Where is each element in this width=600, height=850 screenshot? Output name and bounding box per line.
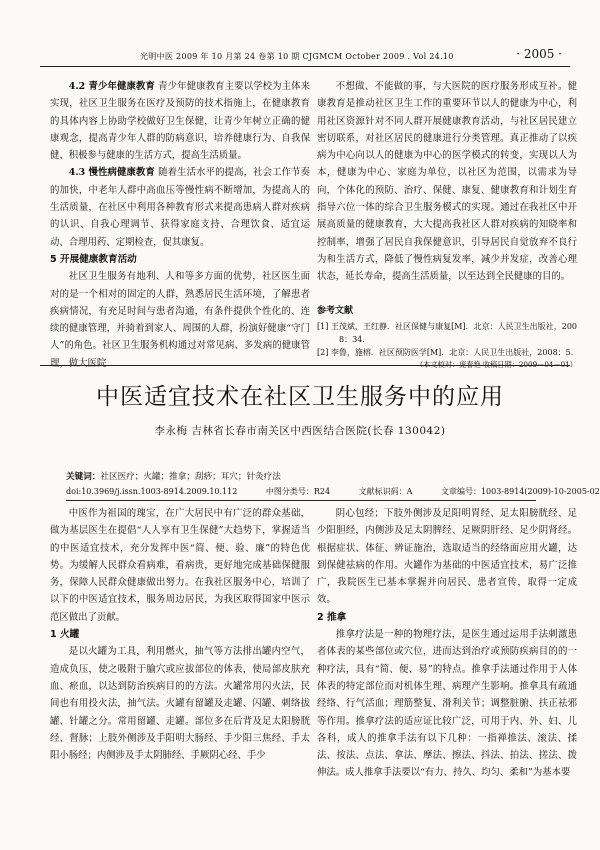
column-bottom-right [317, 505, 577, 782]
section-heading: 1 火罐 [50, 629, 80, 641]
running-header [40, 46, 570, 64]
reference-item: [1] 王茂斌，王红静．社区保健与康复[M]．北京：人民卫生出版社，2008：34. [317, 322, 577, 345]
paragraph [50, 78, 310, 164]
paragraph [50, 164, 310, 250]
subsection-heading: 4.3 慢性病健康教育 [68, 167, 156, 179]
keywords-label: 关键词： [66, 472, 101, 482]
subsection-heading: 4.2 青少年健康教育 [68, 81, 156, 92]
paragraph [50, 505, 310, 626]
meta-rule [66, 500, 536, 501]
paragraph-text: 随着生活水平的提高，社会工作节奏的加快，中老年人群中高血压等慢性病不断增加，为提高人的生活质量，在社区中利用各种教育形式来提高患病人群对疾病的认识、自我心理调节、获得家庭支持、合理饮食、适宜运动、合理用药、定期检查，促其康复。 [50, 167, 311, 248]
section-rule [40, 365, 570, 366]
paragraph [317, 78, 577, 286]
section-heading: 5 开展健康教育活动 [50, 253, 137, 265]
article-title: 中医适宜技术在社区卫生服务中的应用 [96, 384, 504, 410]
paragraph-text: 阴心包经；下肢外侧涉及足阳明胃经、足太阳膀胱经、足少阳胆经，内侧涉及足太阴脾经、足厥阴肝经、足少阴肾经。根据症状、体征、辨证施治，选取适当的经络面应用火罐，达到保健祛病的作用。火罐作为基础的中医适宜技术，易广泛推广，我院医生已基本掌握并向居民、患者宣传，取得一定成效。 [317, 508, 577, 606]
column-top-right [317, 78, 577, 286]
paragraph [50, 268, 310, 372]
keywords [66, 470, 281, 482]
column-bottom-left [50, 505, 310, 764]
paragraph [317, 626, 577, 782]
article-author: 李永梅 吉林省长春市南关区中西医结合医院(长春 130042) [154, 425, 446, 437]
received-note: （本文校对：庞春艳 收稿日期：2009－04－01） [415, 360, 577, 370]
doi: doi:10.3969/j.issn.1003-8914.2009.10.112 [66, 487, 238, 496]
header-rule [40, 66, 570, 67]
document-code: 文献标识码：A [358, 487, 413, 496]
paragraph [50, 643, 310, 764]
references [317, 300, 577, 371]
paragraph [317, 505, 577, 609]
paragraph-text: 不想做、不能做的事，与大医院的医疗服务形成互补。健康教育是推动社区卫生工作的重要环节以人的健康为中心，利用社区资源针对不同人群开展健康教育活动，与社区居民建立密切联系，对社区居民的健康进行分类管理。真正推动了以疾病为中心向以人的健康为中心的医学模式的转变，实现以人为本，健康为中心、家庭为单位，以社区为范围，以需求为导向，个体化的预防、治疗、保健、康复、健康教育和计划生育指导六位一体的综合卫生服务模式的实现。通过在我社区中开展高质量的健康教育，大大提高我社区人群对疾病的知晓率和控制率，增强了居民自我保健意识，引导居民自觉放弃不良行为和生活方式，降低了慢性病复发率，减少并发症，改善心理状态，延长寿命，提高生活质量，以至达到全民健康的目的。 [317, 81, 577, 283]
article-number: 文章编号：1003-8914(2009)-10-2005-02 [440, 487, 600, 496]
paragraph-text: 是以火罐为工具，利用燃火，抽气等方法排出罐内空气，造成负压，使之吸附于腧穴或应拔部位的体表，使局部皮肤充血、瘀血，以达到防治疾病目的的方法。火罐常用闪火法，民间也有用投火法，抽气法。火罐有留罐及走罐、闪罐、刺络拔罐、针罐之分。常用留罐、走罐。部位多在后背及足太阳膀胱经、督脉；上肢外侧涉及手阳明大肠经、手少阳三焦经、手太阳小肠经；内侧涉及手太阴肺经、手厥阴心经、手少 [50, 646, 310, 762]
article-meta [66, 486, 600, 497]
keywords-text: 社区医疗；火罐；推拿；刮痧；耳穴；针灸疗法 [100, 472, 281, 482]
paragraph-text: 青少年健康教育主要以学校为主体来实现，社区卫生服务在医疗及预防的技术指施上，在健康教育的具体内容上协助学校做好卫生保健，让青少年树立正确的健康观念，提高青少年人群的防病意识，培养健康行为、自我保健、积极参与健康的生活方式，提高生活质量。 [50, 81, 311, 162]
section-heading: 2 推拿 [317, 611, 347, 623]
reference-item: [2] 李鲁，施榕．社区预防医学[M]．北京：人民卫生出版社，2008：5. [317, 348, 574, 358]
clc-number: 中图分类号：R24 [265, 487, 331, 496]
paragraph-text: 推拿疗法是一种的物理疗法，是医生通过运用手法刺激患者体表的某些部位或穴位，进而达到治疗或预防疾病目的的一种疗法，具有“简、便、易”的特点。推拿手法通过作用于人体体表的特定部位而对机体生理、病理产生影响。推拿具有疏通经络、行气活血；理筋整复、滑利关节；调整脏腑、扶正祛邪等作用。推拿疗法的适应证比较广泛，可用于内、外、妇、儿各科，成人的推拿手法有以下几种：一指禅推法、滚法、揉法、按法、点法、拿法、摩法、擦法、抖法、拍法、搓法、拨伸法。成人推拿手法要以“有力、持久、均匀、柔和”为基本要 [317, 629, 577, 779]
paragraph-text: 社区卫生服务有地利、人和等多方面的优势，社区医生面对的是一个相对的固定的人群，熟悉居民生活环境，了解患者疾病情况，有充足时间与患者沟通，有条件提供个性化的、连续的健康管理，并骑着到家人、周围的人群，扮演好健康“守门人”的角色。社区卫生服务机构通过对常见病、多发病的健康管理，做大医院 [50, 271, 310, 369]
page-number: · 2005 · [516, 47, 562, 61]
paragraph-text: 中医作为祖国的瑰宝，在广大居民中有广泛的群众基础，做为基层医生在提倡“人人享有卫生保健”大趋势下，掌握适当的中医适宜技术，充分发挥中医“简、便、验、廉”的特色优势。为缓解人民群众看病难，看病贵，更好地完成基础保健服务，保障人民群众健康做出努力。在我社区服务中心，培训了以下的中医适宜技术，服务周边居民，为我区取得国家中医示范区做出了贡献。 [50, 508, 310, 623]
references-title: 参考文献 [317, 306, 354, 316]
journal-info: 光明中医 2009 年 10 月第 24 卷第 10 期 CJGMCM October 2009 . Vol 24.10 [140, 52, 454, 61]
column-top-left [50, 78, 310, 372]
